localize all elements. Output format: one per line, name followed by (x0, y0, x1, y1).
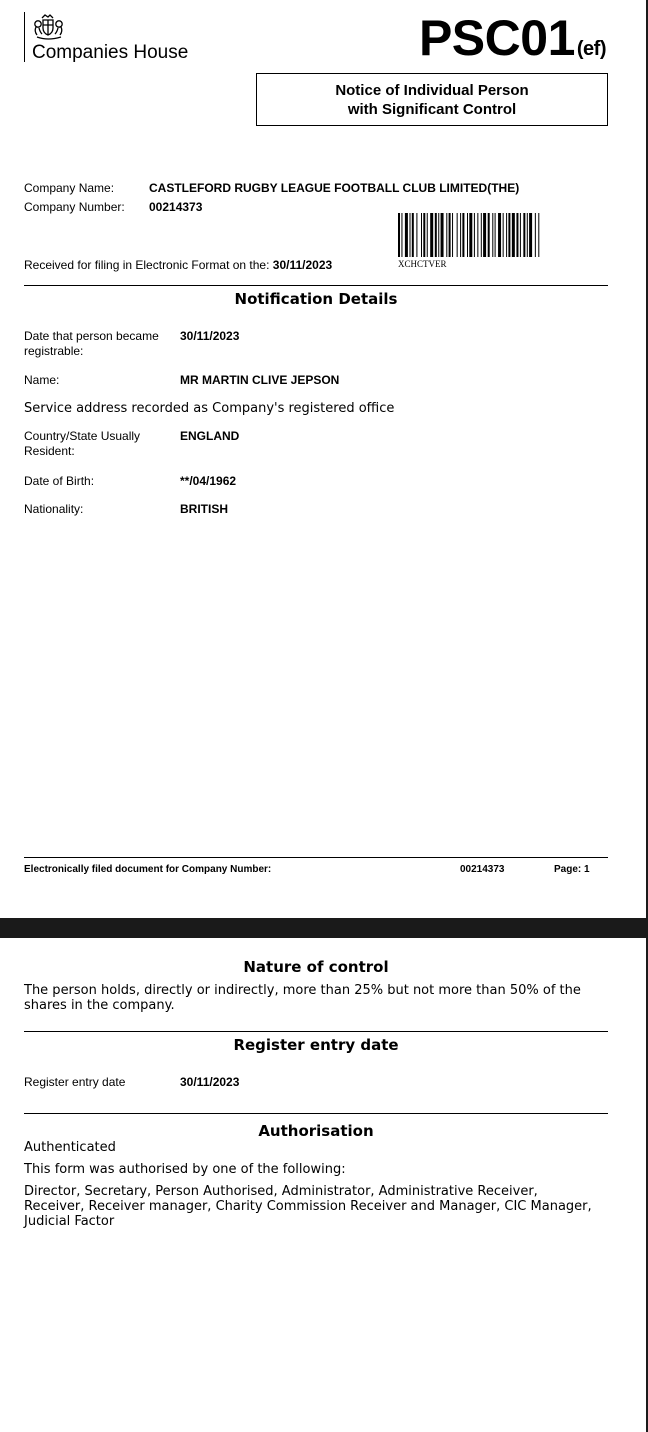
barcode-text: XCHCTVER (398, 259, 447, 269)
register-entry-label: Register entry date (24, 1075, 126, 1089)
service-address-note: Service address recorded as Company's registered office (24, 401, 395, 416)
received-line (24, 258, 332, 272)
footer-page-number: Page: 1 (554, 864, 590, 875)
form-code: PSC01 (ef) (418, 10, 606, 66)
authorisation-intro: This form was authorised by one of the following: (24, 1162, 346, 1177)
received-label: Received for filing in Electronic Format on the: (24, 258, 270, 272)
registrable-label: Date that person became registrable: (24, 329, 159, 358)
divider (24, 285, 608, 286)
name-label: Name: (24, 373, 60, 387)
footer-divider (24, 857, 608, 858)
registrable-date: 30/11/2023 (180, 329, 240, 343)
country-label: Country/State Usually Resident: (24, 429, 141, 458)
received-date: 30/11/2023 (272, 258, 333, 272)
logo-divider (24, 12, 25, 62)
nationality-value: BRITISH (180, 502, 228, 516)
organisation-name: Companies House (32, 42, 189, 63)
country-value: ENGLAND (180, 429, 240, 443)
nature-of-control-text: The person holds, directly or indirectly, more than 25% but not more than 50% of the shares in the company. (24, 983, 581, 1013)
dob-value: **/04/1962 (180, 474, 237, 488)
authorisation-roles: Director, Secretary, Person Authorised, Administrator, Administrative Receiver, Receiver, Receiver manager, Charity Commission Receiver and Manager, CIC Manager, Judicial Factor (24, 1184, 592, 1229)
footer-label: Electronically filed document for Company Number: (24, 864, 272, 875)
company-number-label: Company Number: (24, 200, 125, 214)
authorisation-status: Authenticated (24, 1140, 116, 1155)
royal-crest-icon (32, 12, 66, 40)
footer-company-number: 00214373 (460, 864, 505, 875)
authorisation-heading: Authorisation (258, 1122, 374, 1140)
page-separator (0, 918, 648, 938)
page-2 (0, 938, 646, 1432)
notification-details-heading: Notification Details (234, 290, 398, 308)
nature-of-control-heading: Nature of control (243, 958, 389, 976)
company-name-label: Company Name: (24, 181, 115, 195)
divider (24, 1031, 608, 1032)
company-number-value: 00214373 (149, 200, 203, 214)
divider (24, 1113, 608, 1114)
form-suffix: (ef) (576, 38, 606, 60)
nationality-label: Nationality: (24, 502, 84, 516)
register-entry-value: 30/11/2023 (180, 1075, 240, 1089)
barcode-icon (398, 213, 603, 257)
notice-title-box (256, 73, 608, 126)
person-name: MR MARTIN CLIVE JEPSON (180, 373, 340, 387)
register-entry-heading: Register entry date (233, 1036, 399, 1054)
company-name-value: CASTLEFORD RUGBY LEAGUE FOOTBALL CLUB LIMITED(THE) (149, 181, 520, 195)
notice-title-line-2: with Significant Control (347, 100, 517, 118)
dob-label: Date of Birth: (24, 474, 95, 488)
notice-title-line-1: Notice of Individual Person (335, 81, 529, 99)
